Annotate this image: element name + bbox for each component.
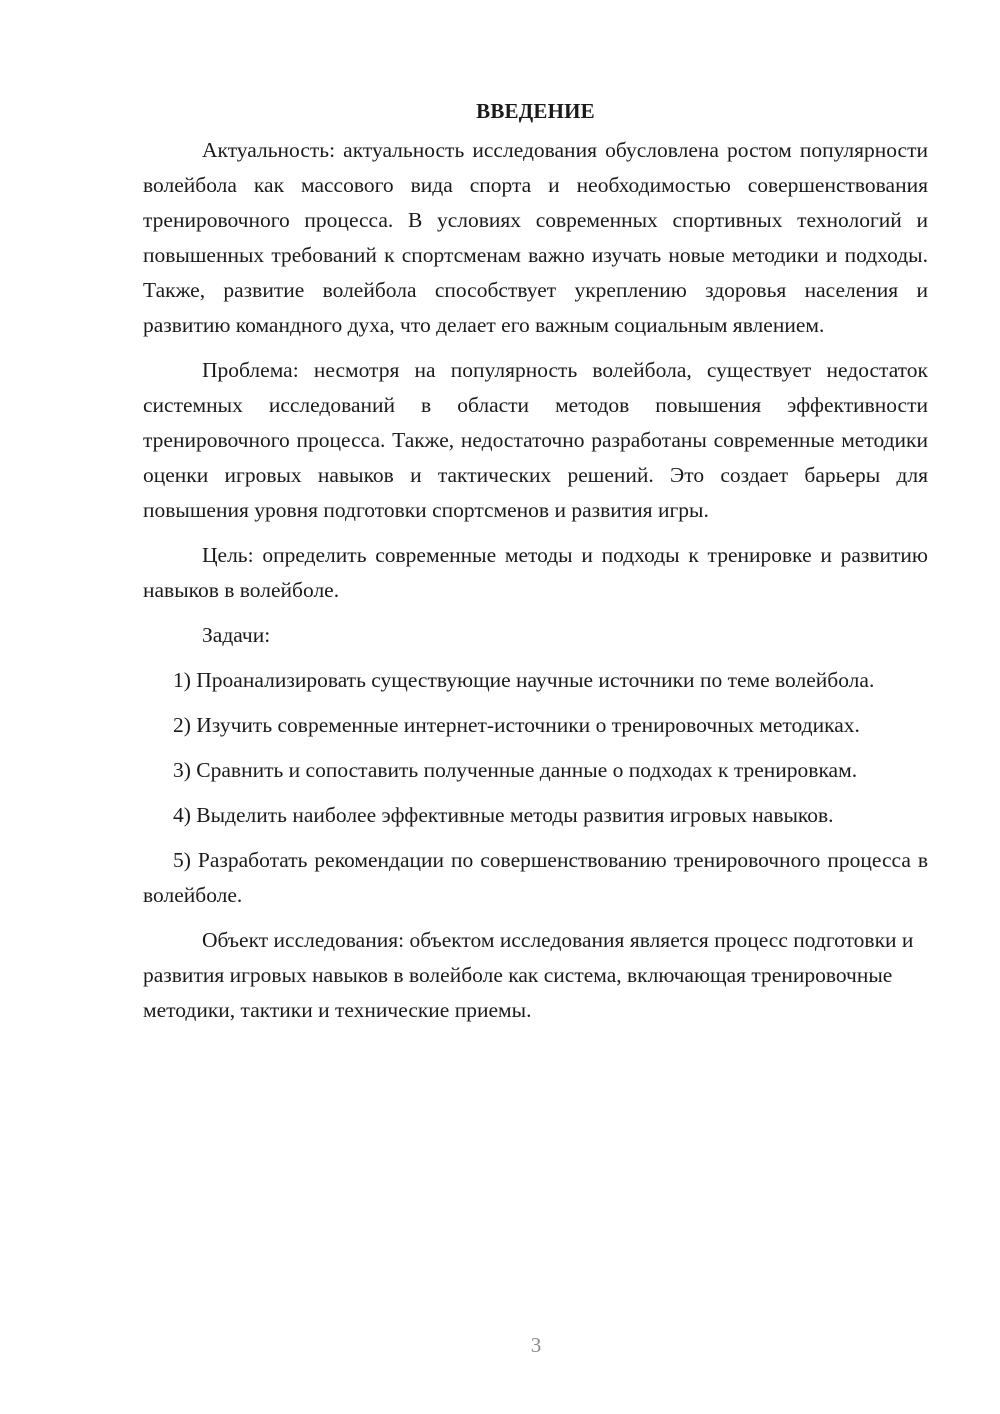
task-item-3: 3) Сравнить и сопоставить полученные данные о подходах к тренировкам. bbox=[173, 758, 858, 782]
task-item-2: 2) Изучить современные интернет-источники о тренировочных методиках. bbox=[173, 713, 860, 737]
task-item-1: 1) Проанализировать существующие научные источники по теме волейбола. bbox=[173, 668, 875, 692]
page-number: 3 bbox=[530, 1333, 542, 1357]
task-item-5: 5) Разработать рекомендации по совершенствованию тренировочного процесса в волейболе. bbox=[143, 848, 928, 907]
task-item-4: 4) Выделить наиболее эффективные методы развития игровых навыков. bbox=[173, 803, 834, 827]
paragraph-relevance: Актуальность: актуальность исследования обусловлена ростом популярности волейбола как массового вида спорта и необходимостью совершенствования тренировочного процесса. В условиях современных спортивных технологий и повышенных требований к спортсменам важно изучать новые методики и подходы. Также, развитие волейбола способствует укреплению здоровья населения и развитию командного духа, что делает его важным социальным явлением. bbox=[143, 138, 928, 337]
paragraph-goal: Цель: определить современные методы и подходы к тренировке и развитию навыков в волейболе. bbox=[143, 543, 928, 602]
document-page bbox=[143, 96, 928, 1038]
tasks-label: Задачи: bbox=[202, 623, 271, 647]
section-title: ВВЕДЕНИЕ bbox=[476, 99, 595, 123]
paragraph-problem: Проблема: несмотря на популярность волейбола, существует недостаток системных исследований в области методов повышения эффективности тренировочного процесса. Также, недостаточно разработаны современные методики оценки игровых навыков и тактических решений. Это создает барьеры для повышения уровня подготовки спортсменов и развития игры. bbox=[143, 358, 928, 522]
paragraph-object: Объект исследования: объектом исследования является процесс подготовки и развития игровых навыков в волейболе как система, включающая тренировочные методики, тактики и технические приемы. bbox=[143, 928, 914, 1022]
